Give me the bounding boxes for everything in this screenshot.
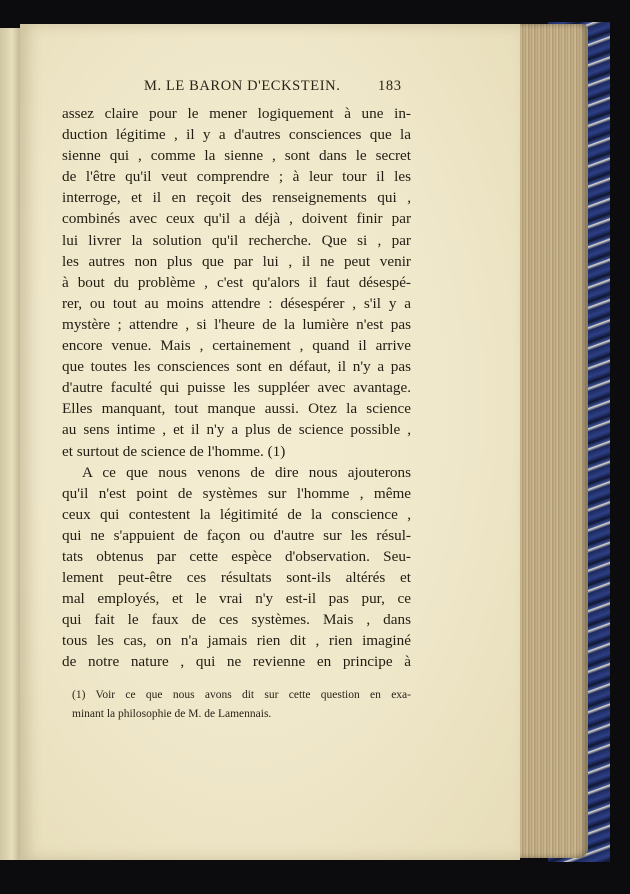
text-line: lui livrer la solution qu'il recherche. Que si , par bbox=[62, 231, 411, 249]
paragraph-end-line: et surtout de science de l'homme. (1) bbox=[62, 442, 286, 460]
text-line: d'autre faculté qui puisse les suppléer avec avantage. bbox=[62, 379, 411, 397]
text-line: à bout du problème , c'est qu'alors il faut désespé- bbox=[62, 273, 411, 291]
text-line: ceux qui contestent la légitimité de la conscience , bbox=[62, 505, 411, 523]
text-line: que toutes les consciences sont en défaut, il n'y a pas bbox=[62, 358, 411, 376]
facing-page-edge bbox=[0, 28, 22, 860]
footnote-line: minant la philosophie de M. de Lamennais. bbox=[72, 708, 272, 720]
text-line: tats obtenus par cette espèce d'observation. Seu- bbox=[62, 547, 411, 565]
text-line: lement peut-être ces résultats sont-ils altérés et bbox=[62, 569, 411, 587]
text-line: combinés avec ceux qu'il a déjà , doivent finir par bbox=[62, 210, 411, 228]
page-block-edge bbox=[512, 24, 588, 858]
text-line: tous les cas, on n'a jamais rien dit , rien imaginé bbox=[62, 632, 411, 650]
page-header bbox=[0, 78, 520, 100]
text-line: qu'il n'est point de systèmes sur l'homme , même bbox=[62, 484, 411, 502]
running-title: M. LE BARON D'ECKSTEIN. bbox=[144, 78, 341, 94]
text-line: qui fait le faux de ces systèmes. Mais , dans bbox=[62, 611, 411, 629]
text-line: mystère ; attendre , si l'heure de la lumière n'est pas bbox=[62, 315, 411, 333]
text-line: les autres non plus que par lui , il ne peut venir bbox=[62, 252, 411, 270]
body-text bbox=[62, 103, 411, 673]
text-line: de l'être qu'il veut comprendre ; à leur tour il les bbox=[62, 168, 411, 186]
footnote-line: (1) Voir ce que nous avons dit sur cette question en exa- bbox=[72, 689, 411, 701]
text-line: de notre nature , qui ne revienne en principe à bbox=[62, 653, 411, 671]
text-line: encore venue. Mais , certainement , quand il arrive bbox=[62, 337, 411, 355]
text-line: interroge, et il en reçoit des renseignements qui , bbox=[62, 189, 411, 207]
text-line: Elles manquant, tout manque aussi. Otez la science bbox=[62, 400, 411, 418]
footnote bbox=[72, 686, 411, 724]
text-line: rer, ou tout au moins attendre : désespérer , s'il y a bbox=[62, 294, 411, 312]
text-line: au sens intime , et il n'y a plus de science possible , bbox=[62, 421, 411, 439]
text-line: assez claire pour le mener logiquement à une in- bbox=[62, 105, 411, 122]
text-line: mal employés, et le vrai n'y est-il pas pur, ce bbox=[62, 590, 411, 608]
text-line: duction légitime , il y a d'autres consciences que la bbox=[62, 126, 411, 144]
page-number: 183 bbox=[378, 78, 402, 94]
text-line: sienne qui , comme la sienne , sont dans le secret bbox=[62, 147, 411, 165]
paragraph-start-line: A ce que nous venons de dire nous ajouterons bbox=[82, 463, 411, 481]
text-line: qui ne s'appuient de façon ou d'autre sur les résul- bbox=[62, 526, 411, 544]
